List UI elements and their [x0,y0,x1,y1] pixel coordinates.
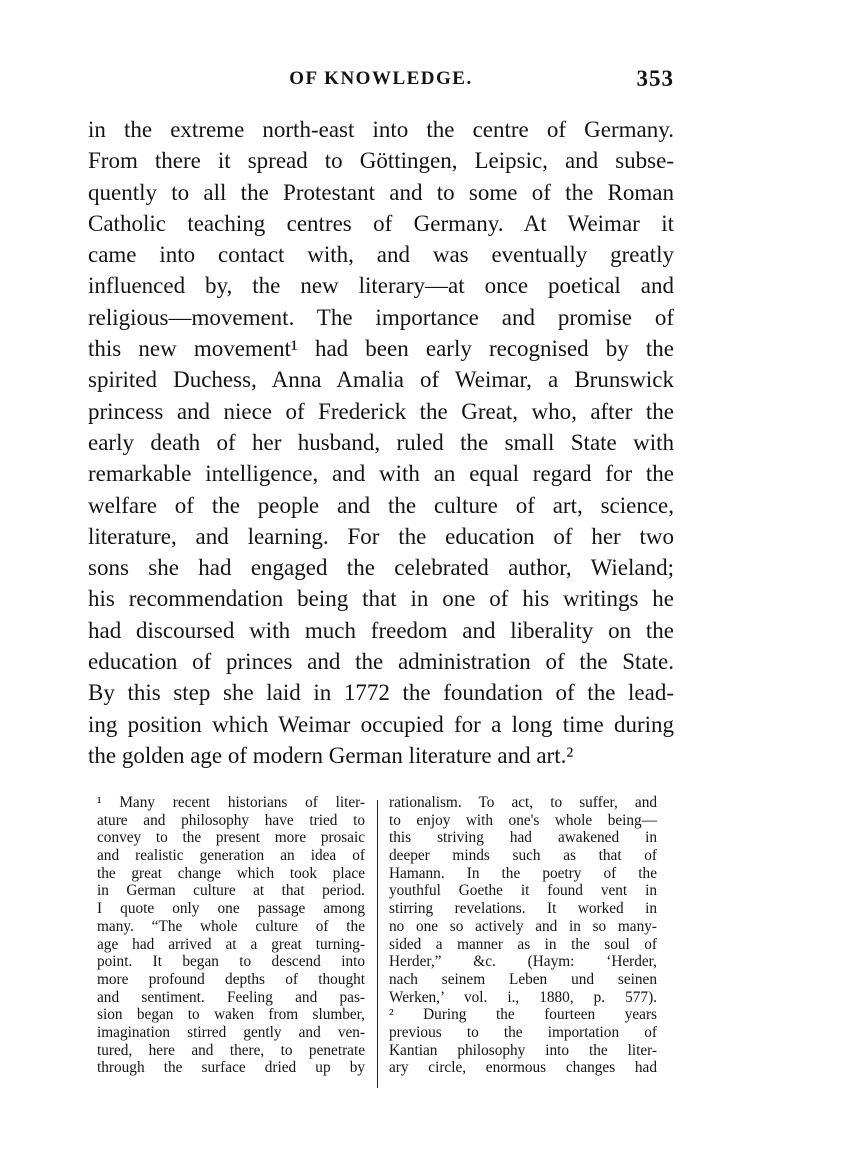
footnote-line: rationalism. To act, to suffer, and [389,794,657,811]
footnote-line: convey to the present more prosaic [97,829,365,847]
footnote-line: imagination stirred gently and ven- [97,1023,365,1041]
footnote-line: the great change which took place [97,864,365,882]
footnote-column-right [389,794,657,1077]
footnote-line: I quote only one passage among [97,900,365,918]
footnote-line: to enjoy with one's whole being— [389,811,657,829]
body-line: in the extreme north-east into the centre of Germany. [88,117,674,142]
body-line: By this step she laid in 1772 the foundation of the lead- [88,680,674,706]
body-line: literature, and learning. For the education of her two [88,523,674,549]
footnote-line: and realistic generation an idea of [97,847,365,865]
body-line: From there it spread to Göttingen, Leipsic, and subse- [88,148,674,174]
footnote-line: through the surface dried up by [97,1059,365,1077]
body-line: remarkable intelligence, and with an equal regard for the [88,461,674,487]
footnote-line: in German culture at that period. [97,882,365,900]
body-text [88,114,674,771]
footnote-line: ¹ Many recent historians of liter- [97,794,365,811]
footnote-line: ature and philosophy have tried to [97,811,365,829]
body-line: early death of her husband, ruled the small State with [88,429,674,455]
footnote-line: ² During the fourteen years [389,1006,657,1024]
footnote-line: and sentiment. Feeling and pas- [97,988,365,1006]
body-line: Catholic teaching centres of Germany. At Weimar it [88,210,674,236]
body-line: ing position which Weimar occupied for a long time during [88,711,674,737]
footnote-line: age had arrived at a great turning- [97,935,365,953]
column-divider [377,800,378,1088]
body-line: welfare of the people and the culture of art, science, [88,492,674,518]
footnote-column-left [97,794,365,1077]
body-line: influenced by, the new literary—at once poetical and [88,273,674,299]
running-title: OF KNOWLEDGE. [289,68,473,89]
footnote-line: previous to the importation of [389,1023,657,1041]
page-number: 353 [636,66,674,91]
footnote-line: tured, here and there, to penetrate [97,1041,365,1059]
body-line: religious—movement. The importance and promise of [88,304,674,330]
footnote-line: sion began to waken from slumber, [97,1006,365,1024]
body-line: spirited Duchess, Anna Amalia of Weimar, a Brunswick [88,367,674,393]
footnote-line: no one so actively and in so many- [389,917,657,935]
footnote-line: deeper minds such as that of [389,847,657,865]
footnote-line: sided a manner as in the soul of [389,935,657,953]
footnote-line: stirring revelations. It worked in [389,900,657,918]
body-line: his recommendation being that in one of his writings he [88,586,674,612]
body-line: princess and niece of Frederick the Great, who, after the [88,398,674,424]
footnote-line: more profound depths of thought [97,970,365,988]
footnote-line: youthful Goethe it found vent in [389,882,657,900]
footnote-line: Kantian philosophy into the liter- [389,1041,657,1059]
footnote-line: Hamann. In the poetry of the [389,864,657,882]
body-line: had discoursed with much freedom and liberality on the [88,617,674,643]
footnote-line: this striving had awakened in [389,829,657,847]
footnote-line: many. “The whole culture of the [97,917,365,935]
page-header [88,66,674,96]
footnote-line: Werken,’ vol. i., 1880, p. 577). [389,988,657,1006]
body-line: education of princes and the administration of the State. [88,649,674,675]
footnote-line: ary circle, enormous changes had [389,1059,657,1077]
body-line: quently to all the Protestant and to some of the Roman [88,179,674,205]
body-line: came into contact with, and was eventually greatly [88,242,674,268]
footnote-line: Herder,” &c. (Haym: ‘Herder, [389,953,657,971]
footnote-line: point. It began to descend into [97,953,365,971]
body-line: the golden age of modern German literature and art.² [88,742,574,768]
body-line: sons she had engaged the celebrated author, Wieland; [88,555,674,581]
footnote-line: nach seinem Leben und seinen [389,970,657,988]
body-line: this new movement¹ had been early recognised by the [88,336,674,362]
